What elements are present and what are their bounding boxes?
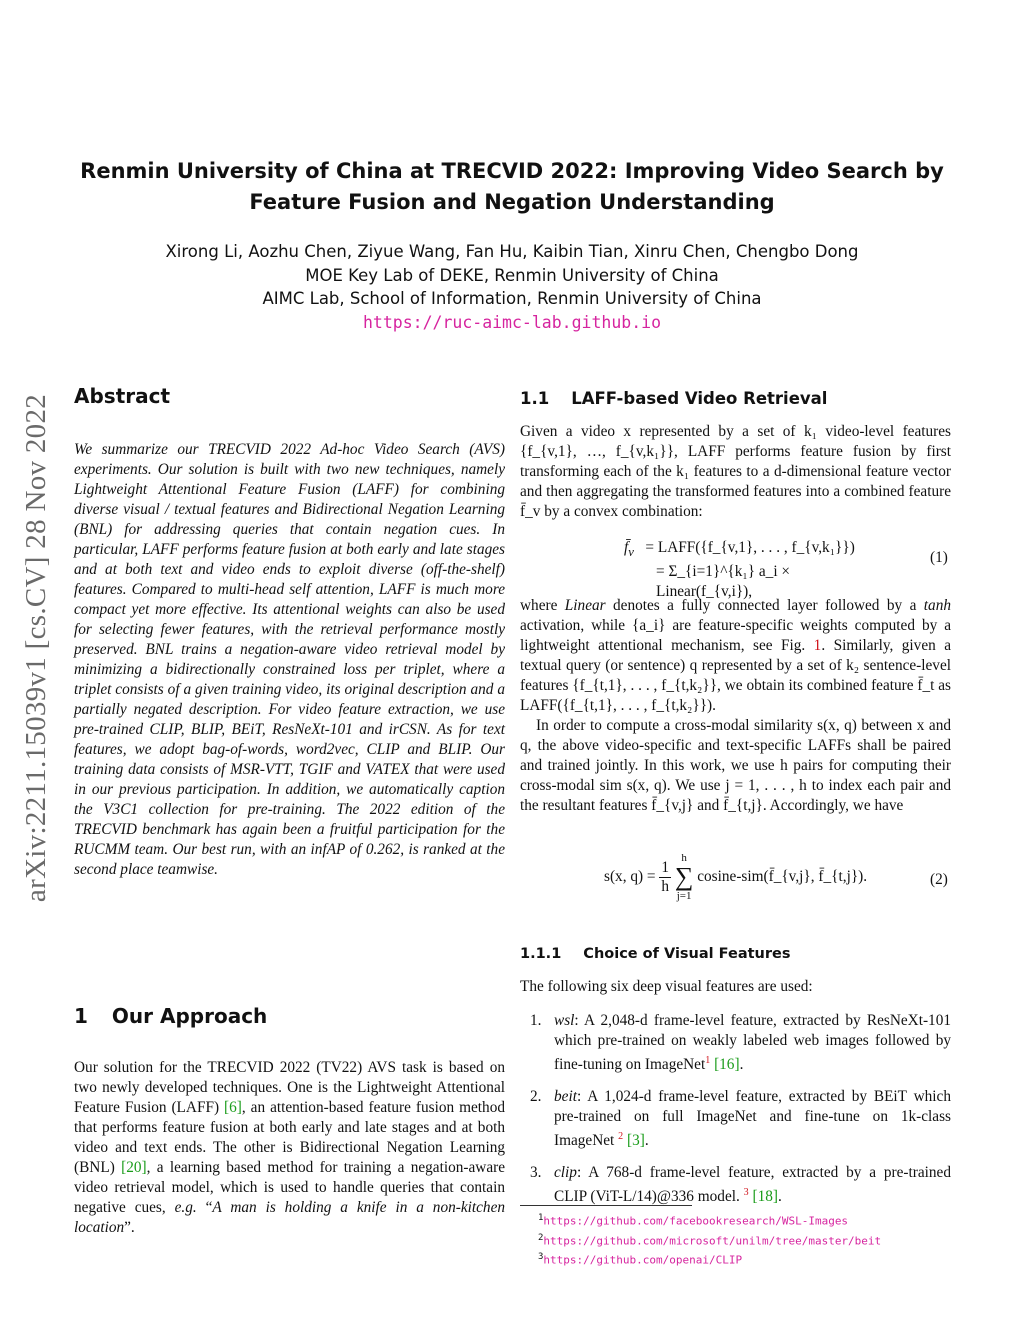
- cite-link[interactable]: [20]: [121, 1159, 147, 1176]
- section-1-title: Our Approach: [111, 1004, 268, 1028]
- footnote-url-link[interactable]: https://github.com/microsoft/unilm/tree/master/beit: [543, 1234, 882, 1248]
- quote-open: “: [196, 1199, 213, 1216]
- cite-link[interactable]: [6]: [224, 1099, 242, 1116]
- para-term: Linear: [564, 597, 606, 614]
- list-item: [520, 1087, 951, 1151]
- section-1-1-title: LAFF-based Video Retrieval: [571, 389, 828, 408]
- footnote-mark: 1: [538, 1213, 544, 1223]
- footnote-divider: [520, 1205, 692, 1206]
- eq2-fraction: [659, 859, 671, 896]
- sum-symbol-icon: ∑: [674, 862, 694, 891]
- feature-name: wsl: [554, 1012, 575, 1029]
- arxiv-stamp: arXiv:2211.15039v1 [cs.CV] 28 Nov 2022: [20, 393, 52, 903]
- footnote-2: [538, 1230, 958, 1250]
- section-1-1-para-1: Given a video x represented by a set of k₁ video-level features {f_{v,1}, …, f_{v,k₁}}, LAFF performs feature fusion by first transforming each of the k₁ features to a d-dimensional feature vector and then aggregating the transformed features into a combined feature f̄_v by a convex combination:: [520, 423, 951, 520]
- footnote-mark: 2: [538, 1232, 544, 1243]
- feature-tail: .: [739, 1056, 744, 1074]
- list-item: [520, 1011, 951, 1075]
- list-item-number: 1.: [530, 1012, 542, 1029]
- section-1-number: 1: [74, 1004, 88, 1028]
- eq2-lhs: s(x, q) =: [604, 868, 656, 885]
- list-item-number: 2.: [530, 1088, 542, 1106]
- equation-2-number: (2): [930, 871, 948, 888]
- feature-desc: : A 2,048-d frame-level feature, extracted by ResNeXt-101 which pre-trained on weakly labeled web images followed by fine-tuning on ImageNet: [554, 1012, 951, 1074]
- footnote-1: [538, 1210, 958, 1230]
- eq-rhs: = LAFF({f_{v,1}, . . . , f_{v,k₁}}): [645, 539, 855, 556]
- lab-url-link[interactable]: https://ruc-aimc-lab.github.io: [362, 312, 661, 332]
- list-item: [520, 1163, 951, 1207]
- affiliation-1: MOE Key Lab of DEKE, Renmin University of China: [305, 265, 719, 285]
- para-text: , a learning based method for training a negation-aware video retrieval model, which is used to handle queries that contain negative cues,: [74, 1159, 505, 1216]
- feature-desc: : A 768-d frame-level feature, extracted by a pre-trained CLIP (ViT-L/14)@336 model.: [554, 1164, 951, 1206]
- para-quote: A man is holding a knife in a non-kitchen location: [74, 1199, 506, 1236]
- feature-tail: .: [644, 1132, 649, 1150]
- abstract-body: We summarize our TRECVID 2022 Ad-hoc Video Search (AVS) experiments. Our solution is built with two new techniques, namely Lightweight Attentional Feature Fusion (LAFF) for combining diverse visual / textual features and Bidirectional Negation Learning (BNL) for addressing queries that contain negation cues. In particular, LAFF performs feature fusion at both early and late stages and at both text and video ends to exploit diverse (off-the-shelf) features. Compared to multi-head self attention, LAFF is much more compact yet more effective. Its attentional weights can also be used for selecting fewer features, with the retrieval performance mostly preserved. BNL trains a negation-aware video retrieval model by minimizing a bidirectionally constrained loss per triplet, where a triplet consists of a given training video, its original description and a partially negated description. For video feature extraction, we use pre-trained CLIP, BLIP, BEiT, ResNeXt-101 and irCSN. As for text features, we adopt bag-of-words, word2vec, CLIP and BLIP. Our training data consists of MSR-VTT, TGIF and VATEX that were used in our previous participation. In addition, we automatically caption the V3C1 collection for pre-training. The 2022 edition of the TRECVID benchmark has again been a fruitful participation for the RUCMM team. Our best run, with an infAP of 0.262, is ranked at the second place teamwise.: [74, 441, 505, 878]
- feature-tail: .: [777, 1188, 782, 1206]
- author-list: Xirong Li, Aozhu Chen, Ziyue Wang, Fan Hu, Kaibin Tian, Xinru Chen, Chengbo Dong: [165, 242, 859, 261]
- feature-name: clip: [554, 1164, 577, 1182]
- para-text: denotes a fully connected layer followed by a: [605, 597, 924, 614]
- equation-1-line-1: [624, 538, 884, 562]
- paper-title: [60, 156, 964, 218]
- feature-desc: : A 1,024-d frame-level feature, extracted by BEiT which pre-trained on full ImageNet and fine-tune on 1k-class ImageNet: [554, 1088, 951, 1150]
- para-text: . Similarly, given a textual query (or sentence) q represented by a set of k₂ sentence-level features {f_{t,1}, . . . , f_{t,k₂}}, we obtain its combined feature f̄_t as LAFF({f_{t,1}, . . . , f_{t,k₂}}).: [520, 637, 951, 714]
- section-1-1-1-heading: [520, 946, 791, 962]
- title-line-2: Feature Fusion and Negation Understanding: [249, 190, 775, 214]
- list-item-number: 3.: [530, 1164, 542, 1182]
- affiliation-2: AIMC Lab, School of Information, Renmin University of China: [262, 289, 762, 308]
- para-eg: e.g.: [174, 1199, 197, 1216]
- equation-2: [604, 852, 867, 912]
- section-1-1-heading: [520, 389, 827, 408]
- section-1-1-1-number: 1.1.1: [520, 946, 562, 962]
- section-1-1-para-3: In order to compute a cross-modal similarity s(x, q) between x and q, the above video-specific and text-specific LAFFs shall be paired and trained jointly. In this work, we use h pairs for computing their cross-modal sim s(x, q). We use j = 1, . . . , h to index each pair and the resultant features f̄_{v,j} and f̄_{t,j}. Accordingly, we have: [520, 717, 951, 814]
- eq-subscript: v: [628, 545, 634, 560]
- footnote-url-link[interactable]: https://github.com/openai/CLIP: [543, 1253, 743, 1267]
- eq2-frac-den: h: [661, 877, 670, 895]
- quote-close: ”.: [124, 1219, 135, 1236]
- footnote-mark-link[interactable]: 2: [618, 1131, 624, 1143]
- footnote-mark-link[interactable]: 3: [743, 1187, 749, 1199]
- abstract-heading: Abstract: [74, 384, 171, 408]
- equation-1: [624, 538, 884, 602]
- feature-name: beit: [554, 1088, 577, 1106]
- equation-1-number: (1): [930, 549, 948, 566]
- visual-features-list: [520, 1011, 951, 1219]
- section-1-paragraph: [74, 1058, 505, 1238]
- cite-link[interactable]: [18]: [752, 1188, 778, 1206]
- section-1-1-1-title: Choice of Visual Features: [583, 946, 791, 962]
- title-line-1: Renmin University of China at TRECVID 2022: Improving Video Search by: [80, 159, 944, 183]
- section-1-1-para-2: [520, 596, 951, 716]
- para-text: where: [520, 597, 565, 614]
- eq2-sum-top: h: [681, 852, 687, 864]
- section-1-heading: [74, 1004, 267, 1028]
- para-text: activation, while {a_i} are feature-specific weights computed by a lightweight attentional mechanism, see Fig.: [520, 617, 951, 654]
- equation-1-line-2: = Σ_{i=1}^{k₁} a_i × Linear(f_{v,i}),: [656, 563, 791, 601]
- figure-ref-link[interactable]: 1: [813, 637, 822, 654]
- eq2-frac-num: 1: [661, 858, 670, 876]
- footnotes: [538, 1210, 958, 1269]
- para-term: tanh: [923, 597, 951, 614]
- cite-link[interactable]: [16]: [714, 1056, 740, 1074]
- author-block: [60, 240, 964, 334]
- eq2-sum: [675, 852, 694, 902]
- cite-link[interactable]: [3]: [626, 1132, 645, 1150]
- eq-symbol: f̄: [624, 539, 629, 556]
- footnote-mark-link[interactable]: 1: [705, 1055, 711, 1066]
- para-text: , an attention-based feature fusion method that performs feature fusion at both early and late stages and at both video and text ends. The other is Bidirectional Negation Learning (BNL): [74, 1099, 505, 1176]
- footnote-3: [538, 1249, 958, 1269]
- visual-features-intro: The following six deep visual features are used:: [520, 978, 813, 995]
- footnote-mark: 3: [538, 1252, 544, 1263]
- para-text: Our solution for the TRECVID 2022 (TV22) AVS task is based on two newly developed techniques. One is the Lightweight Attentional Feature Fusion (LAFF): [74, 1059, 505, 1116]
- eq2-rhs: cosine-sim(f̄_{v,j}, f̄_{t,j}).: [697, 868, 868, 885]
- section-1-1-number: 1.1: [520, 389, 550, 408]
- eq2-sum-bottom: j=1: [676, 890, 692, 902]
- footnote-url-link[interactable]: https://github.com/facebookresearch/WSL-Images: [543, 1214, 849, 1228]
